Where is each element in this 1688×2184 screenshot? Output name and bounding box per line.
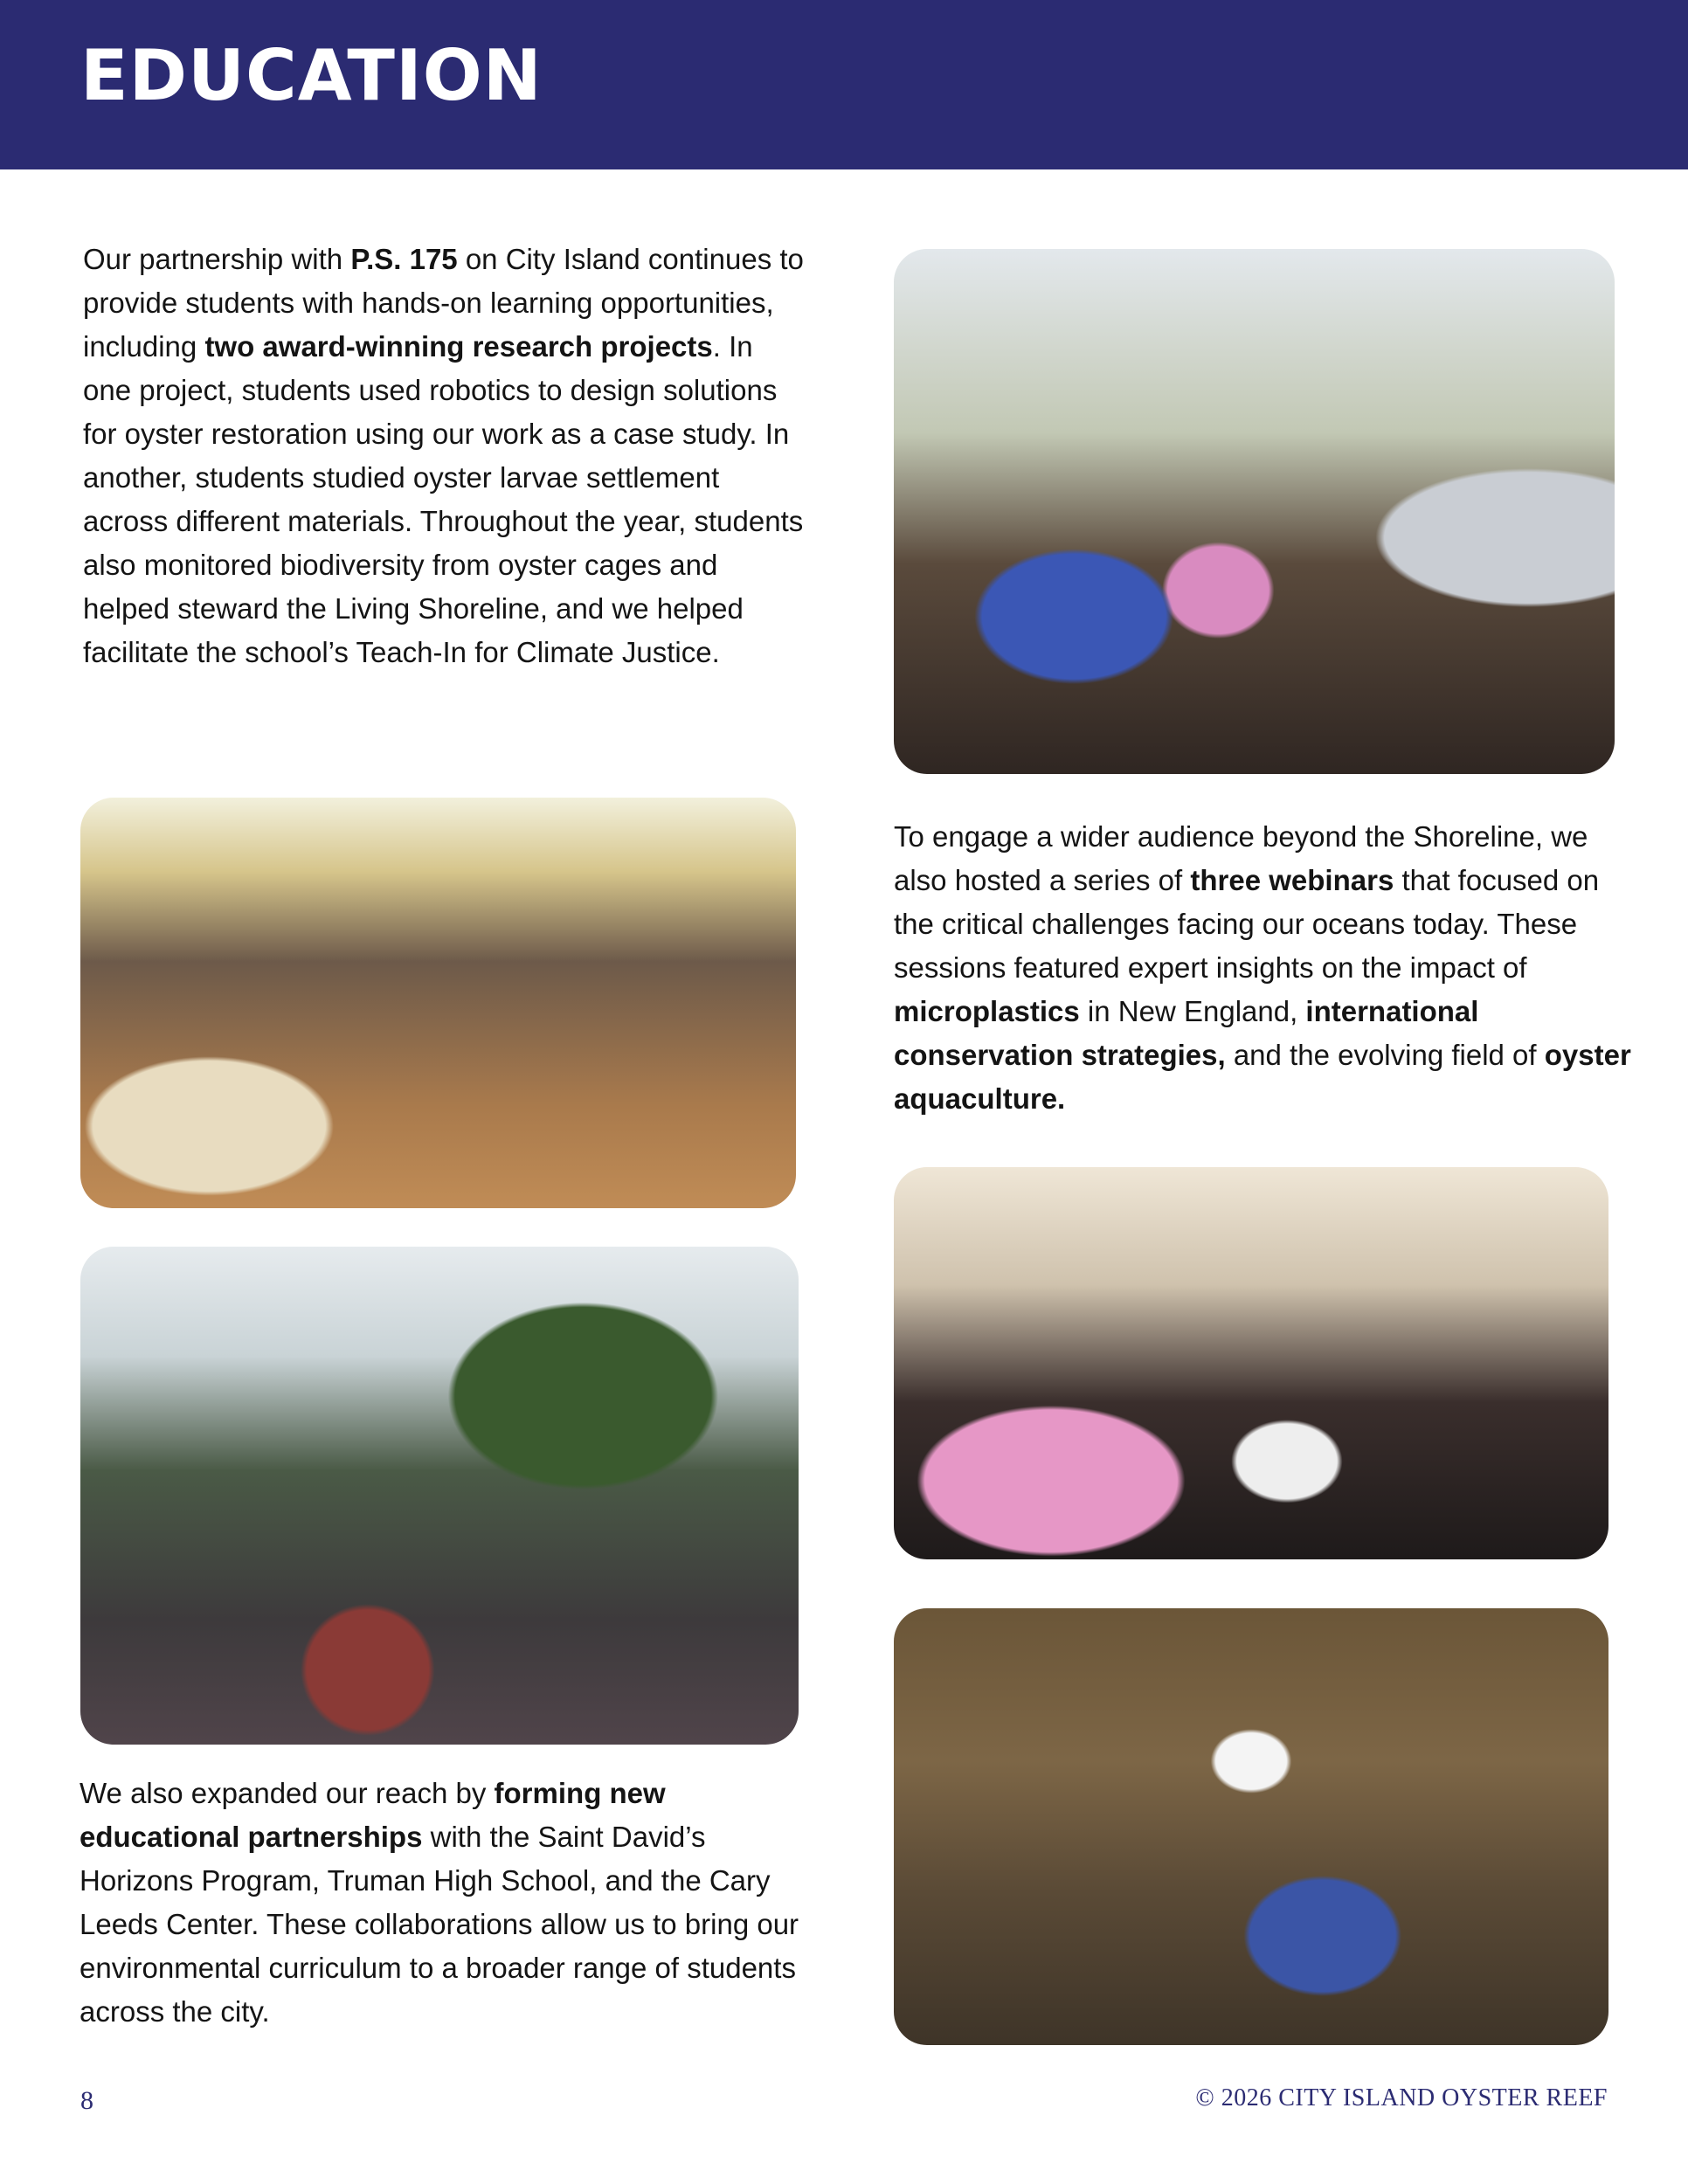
emphasis-text: international conservation strategies,	[894, 995, 1479, 1071]
body-text: with the Saint David’s Horizons Program, Truman High School, and the Cary Leeds Center. These collaborations allow us to bring our environmental curriculum to a broader range of students across the city.	[80, 1821, 799, 2028]
body-text: that focused on the critical challenges facing our oceans today. These sessions featured expert insights on the impact of	[894, 864, 1600, 984]
emphasis-text: oyster aquaculture.	[894, 1039, 1631, 1115]
photo-oyster-cage-water	[894, 1608, 1608, 2045]
body-text: and the evolving field of	[1225, 1039, 1545, 1071]
body-text: We also expanded our reach by	[80, 1777, 495, 1809]
emphasis-text: two award-winning research projects	[204, 330, 713, 363]
partnerships-paragraph	[80, 1772, 813, 2034]
page-header	[0, 0, 1688, 169]
emphasis-text: three webinars	[1190, 864, 1394, 896]
page-number: 8	[80, 2086, 93, 2115]
body-text: in New England,	[1079, 995, 1306, 1027]
emphasis-text: P.S. 175	[350, 243, 458, 275]
emphasis-text: forming new educational partnerships	[80, 1777, 666, 1853]
photo-students-outdoor-table	[894, 249, 1615, 774]
page-title: EDUCATION	[80, 35, 543, 116]
body-text: on City Island continues to provide students with hands-on learning opportunities, including	[83, 243, 804, 363]
copyright-text: © 2026 CITY ISLAND OYSTER REEF	[1195, 2084, 1608, 2111]
body-text: Our partnership with	[83, 243, 351, 275]
body-text: . In one project, students used robotics to design solutions for oyster restoration using our work as a case study. In another, students studied oyster larvae settlement across different materials. Throughout the year, students also monitored biodiversity from oyster cages and helped steward the Living Shoreline, and we helped facilitate the school’s Teach-In for Climate Justice.	[83, 330, 804, 668]
photo-lab-students	[894, 1167, 1608, 1559]
webinars-paragraph	[894, 815, 1636, 1121]
photo-assembly-audience	[80, 798, 796, 1208]
photo-shoreline-students	[80, 1247, 799, 1745]
emphasis-text: microplastics	[894, 995, 1080, 1027]
partnership-paragraph	[83, 238, 808, 674]
body-text: To engage a wider audience beyond the Shoreline, we also hosted a series of	[894, 820, 1588, 896]
